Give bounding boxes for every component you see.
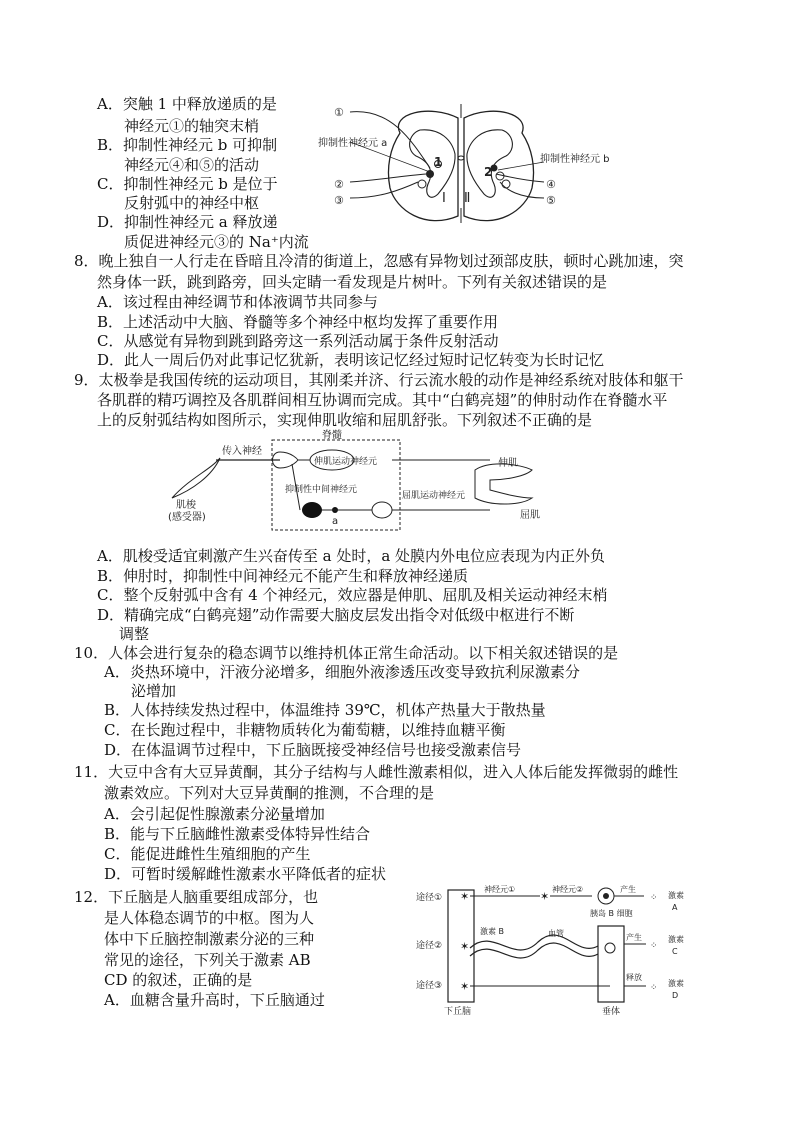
- svg-text:⁘: ⁘: [650, 983, 658, 993]
- reflex-arc-figure: [160, 430, 580, 540]
- hypothalamus-pathways-figure: [414, 886, 714, 1018]
- hormone-d-letter: D: [672, 991, 679, 1000]
- q9-option-a: A．肌梭受适宜刺激产生兴奋传至 a 处时，a 处膜内外电位应表现为内正外负: [97, 547, 606, 565]
- q11-stem-line2: 激素效应。下列对大豆异黄酮的推测，不合理的是: [104, 784, 435, 802]
- neuron-1-label: ①: [334, 106, 344, 119]
- svg-text:⁘: ⁘: [650, 941, 658, 951]
- flexor-motor-neuron-label: 屈肌运动神经元: [402, 491, 466, 501]
- q10-option-b: B．人体持续发热过程中，体温维持 39℃，机体产热量大于散热量: [104, 701, 546, 719]
- q11-option-d: D．可暂时缓解雌性激素水平降低者的症状: [104, 865, 387, 883]
- q7-option-c-line1: C．抑制性神经元 b 是位于: [97, 175, 278, 193]
- q9-option-b: B．伸肘时，抑制性中间神经元不能产生和释放神经递质: [97, 567, 469, 585]
- spinal-cord-figure: [318, 98, 640, 238]
- q7-option-c-line2: 反射弧中的神经中枢: [124, 194, 260, 212]
- inhibitory-neuron-b-label: 抑制性神经元 b: [540, 154, 610, 165]
- q10-option-a-line1: A．炎热环境中，汗液分泌增多，细胞外液渗透压改变导致抗利尿激素分: [104, 663, 580, 681]
- neuron-4-label: ④: [546, 178, 556, 191]
- neuron-2-label: ②: [334, 178, 344, 191]
- svg-text:⁘: ⁘: [650, 893, 658, 903]
- hormone-a-label: 激素: [668, 891, 684, 900]
- extensor-motor-neuron-label: 伸肌运动神经元: [314, 457, 378, 467]
- q9-stem-line3: 上的反射弧结构如图所示，实现伸肌收缩和屈肌舒张。下列叙述不正确的是: [97, 411, 593, 429]
- pathway-1-label: 途径①: [416, 893, 443, 903]
- svg-text:✶: ✶: [460, 980, 470, 993]
- spinal-cord-label: 脊髓: [322, 430, 342, 441]
- q8-stem-line2: 然身体一跃，跳到路旁，回头定睛一看发现是片树叶。下列有关叙述错误的是: [97, 273, 608, 291]
- svg-text:✶: ✶: [460, 890, 470, 903]
- flexor-label: 屈肌: [520, 510, 540, 521]
- q12-stem-line4: 常见的途径，下列关于激素 AB: [104, 951, 311, 969]
- hormone-c-label: 激素: [668, 935, 684, 944]
- q9-option-d-line2: 调整: [119, 625, 150, 643]
- central-canal: [458, 156, 464, 160]
- hormone-b-label: 激素 B: [480, 927, 505, 936]
- release-label: 释放: [626, 973, 642, 982]
- q7-option-d-line1: D．抑制性神经元 a 释放递: [97, 213, 278, 231]
- produce-2-label: 产生: [626, 933, 642, 942]
- q11-option-b: B．能与下丘脑雌性激素受体特异性结合: [104, 825, 371, 843]
- q11-option-c: C．能促进雌性生殖细胞的产生: [104, 845, 311, 863]
- inhibitory-neuron-a-label: 抑制性神经元 a: [318, 138, 388, 149]
- q8-option-b: B．上述活动中大脑、脊髓等多个神经中枢均发挥了重要作用: [97, 313, 499, 331]
- pituitary-box: [598, 926, 624, 1002]
- q8-option-a: A．该过程由神经调节和体液调节共同参与: [97, 293, 378, 311]
- q10-stem: 10．人体会进行复杂的稳态调节以维持机体正常生命活动。以下相关叙述错误的是: [74, 644, 619, 662]
- q9-option-c: C．整个反射弧中含有 4 个神经元，效应器是伸肌、屈肌及相关运动神经末梢: [97, 586, 608, 604]
- blood-vessel-label: 血管: [548, 929, 564, 938]
- q10-option-c: C．在长跑过程中，非糖物质转化为葡萄糖，以维持血糖平衡: [104, 721, 506, 739]
- q7-option-a-line2: 神经元①的轴突末梢: [124, 117, 260, 135]
- hypothalamus-label: 下丘脑: [444, 1007, 472, 1017]
- q8-stem-line1: 8．晚上独自一人行走在昏暗且冷清的街道上，忽感有异物划过颈部皮肤，顿时心跳加速，突: [74, 252, 684, 270]
- q7-option-b-line2: 神经元④和⑤的活动: [124, 156, 260, 174]
- afferent-nerve-label: 传入神经: [222, 446, 262, 457]
- hormone-d-label: 激素: [668, 979, 684, 988]
- q9-option-d-line1: D．精确完成“白鹤亮翅”动作需要大脑皮层发出指令对低级中枢进行不断: [97, 606, 575, 624]
- q7-option-b-line1: B．抑制性神经元 b 可抑制: [97, 136, 278, 154]
- extensor-label: 伸肌: [498, 458, 518, 469]
- q10-option-d: D．在体温调节过程中，下丘脑既接受神经信号也接受激素信号: [104, 741, 522, 759]
- q8-option-d: D．此人一周后仍对此事记忆犹新，表明该记忆经过短时记忆转变为长时记忆: [97, 351, 605, 369]
- hormone-c-letter: C: [672, 947, 678, 956]
- produce-1-label: 产生: [620, 885, 636, 894]
- spinal-cord-outline: [388, 111, 458, 220]
- pituitary-label: 垂体: [602, 1007, 621, 1017]
- inhibitory-interneuron-label: 抑制性中间神经元: [285, 485, 358, 495]
- q7-option-d-line2: 质促进神经元③的 Na⁺内流: [124, 233, 309, 251]
- neuron-2-label: 神经元②: [552, 885, 584, 894]
- neuron-1-label: 神经元①: [484, 885, 516, 894]
- arm-drawing: [475, 464, 532, 504]
- q12-stem-line1: 12．下丘脑是人脑重要组成部分，也: [74, 888, 319, 906]
- q7-option-a-line1: A．突触 1 中释放递质的是: [97, 95, 277, 113]
- receptor-label: (感受器): [168, 512, 206, 523]
- pathway-2-label: 途径②: [416, 941, 443, 951]
- q12-stem-line2: 是人体稳态调节的中枢。图为人: [104, 909, 315, 927]
- q11-option-a: A．会引起促性腺激素分泌量增加: [104, 805, 325, 823]
- grey-matter: [410, 130, 455, 197]
- q9-stem-line1: 9．太极拳是我国传统的运动项目，其刚柔并济、行云流水般的动作是神经系统对肢体和躯干: [74, 371, 684, 389]
- muscle-spindle-label: 肌梭: [176, 500, 196, 511]
- point-a-label: a: [332, 516, 339, 527]
- synapse-2-label: 2: [484, 165, 493, 179]
- svg-text:✶: ✶: [540, 890, 550, 903]
- region-ii-label: Ⅱ: [464, 191, 471, 206]
- islet-b-cell-label: 胰岛 B 细胞: [590, 909, 633, 918]
- blood-vessel: [470, 935, 598, 950]
- q12-stem-line5: CD 的叙述，正确的是: [104, 971, 253, 989]
- region-i-label: Ⅰ: [442, 191, 446, 206]
- synapse-1-label: 1: [434, 155, 443, 169]
- q11-stem-line1: 11．大豆中含有大豆异黄酮，其分子结构与人雌性激素相似，进入人体后能发挥微弱的雌性: [74, 763, 679, 781]
- hormone-a-letter: A: [672, 903, 678, 912]
- q12-option-a: A．血糖含量升高时，下丘脑通过: [104, 991, 325, 1009]
- pathway-3-label: 途径③: [416, 981, 443, 991]
- q12-stem-line3: 体中下丘脑控制激素分泌的三种: [104, 930, 315, 948]
- q8-option-c: C．从感觉有异物到跳到路旁这一系列活动属于条件反射活动: [97, 332, 499, 350]
- neuron-5-label: ⑤: [546, 194, 556, 207]
- q9-stem-line2: 各肌群的精巧调控及各肌群间相互协调而完成。其中“白鹤亮翅”的伸肘动作在脊髓水平: [97, 391, 668, 409]
- neuron-3-label: ③: [334, 194, 344, 207]
- muscle-spindle: [172, 458, 220, 498]
- q10-option-a-line2: 泌增加: [131, 682, 177, 700]
- svg-text:✶: ✶: [460, 940, 470, 953]
